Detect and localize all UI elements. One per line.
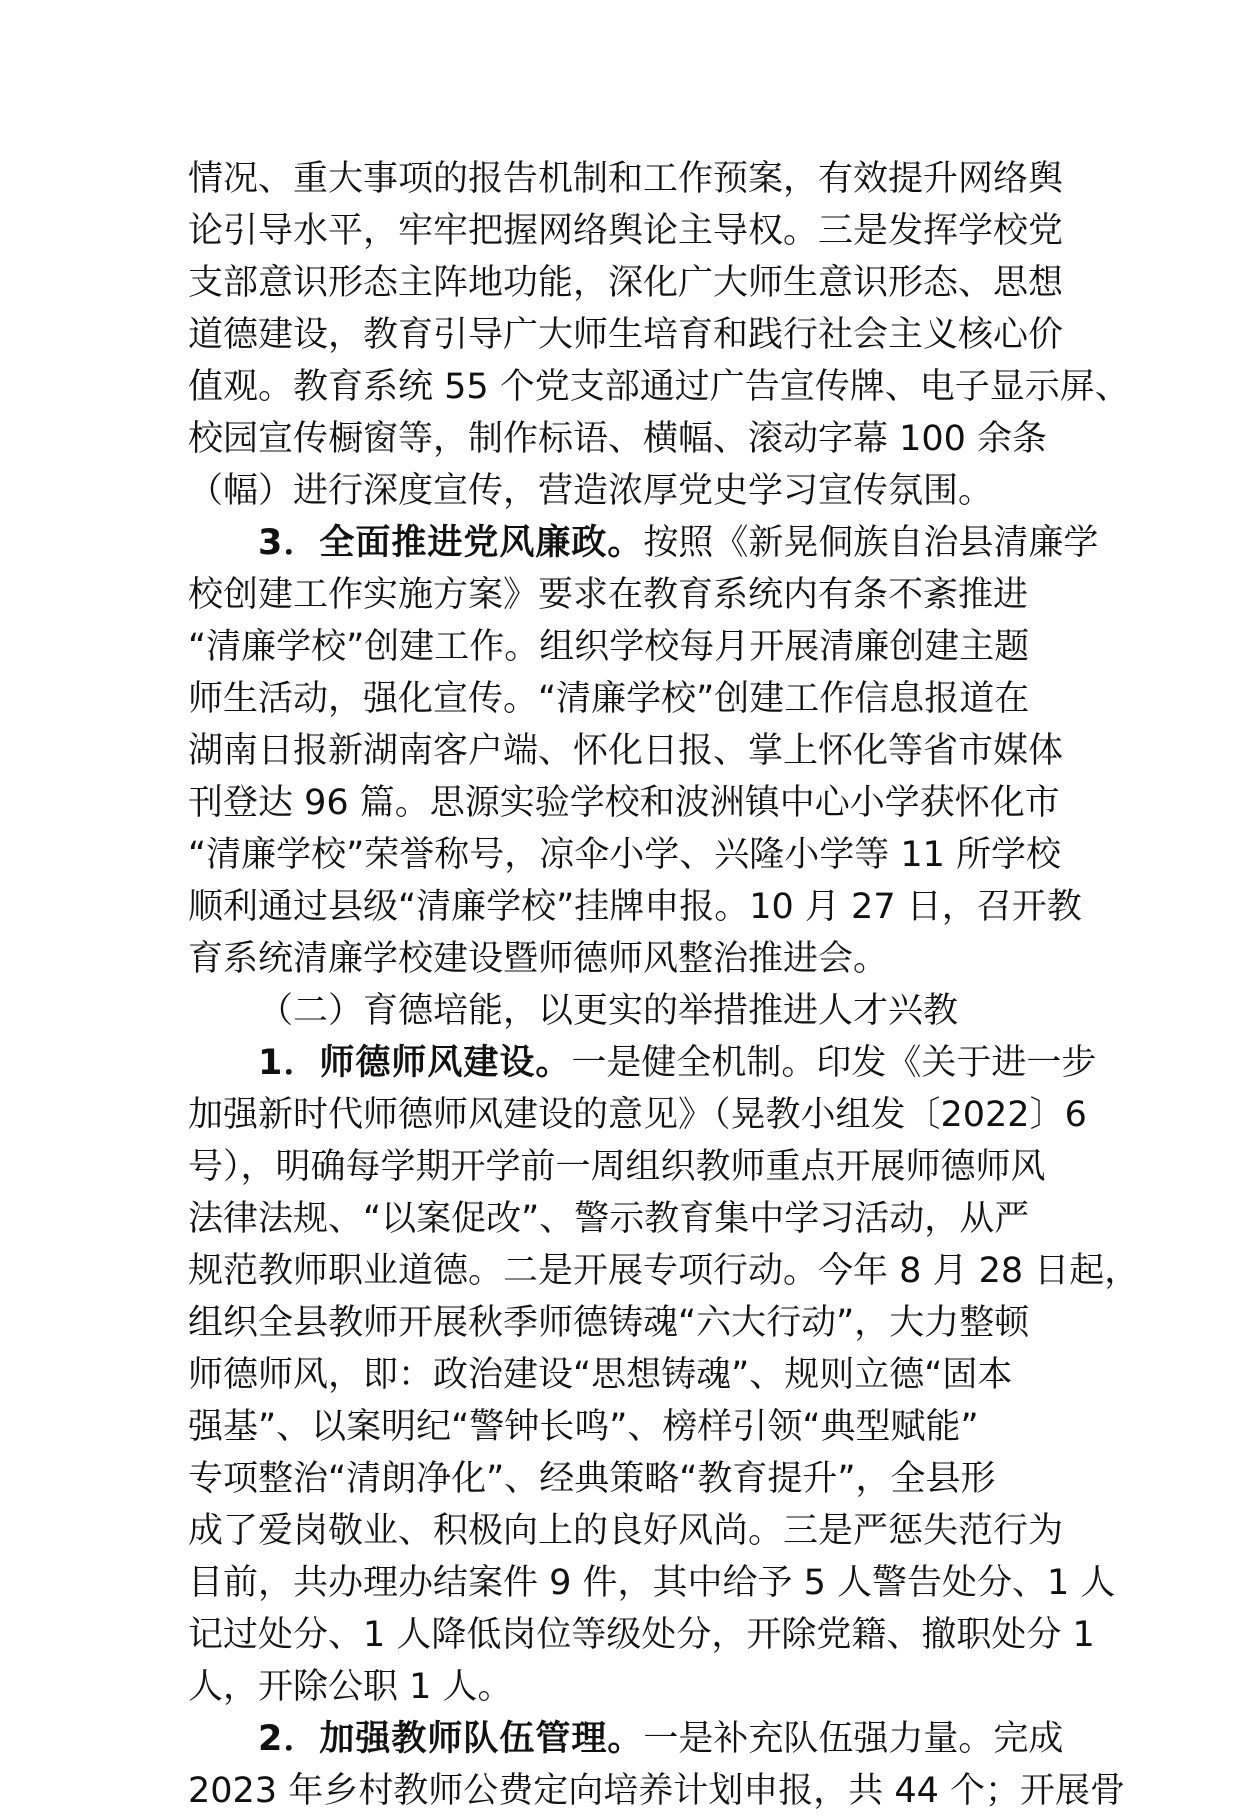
- section-heading: 3．全面推进党风廉政。: [258, 523, 644, 563]
- text-line: [188, 621, 1068, 673]
- paragraph-text: 号），明确每学期开学前一周组织教师重点开展师德师风: [188, 1147, 1046, 1187]
- paragraph-text: 校创建工作实施方案》要求在教育系统内有条不紊推进: [188, 575, 1029, 615]
- paragraph-text: 规范教师职业道德。二是开展专项行动。今年 8 月 28 日起，: [188, 1251, 1140, 1291]
- text-line: [188, 1609, 1095, 1661]
- text-line: [188, 1661, 1068, 1713]
- text-line: [188, 1557, 1116, 1609]
- section-heading-line: [188, 1037, 1097, 1089]
- paragraph-text: 道德建设，教育引导广大师生培育和践行社会主义核心价: [188, 315, 1064, 355]
- paragraph-text: 论引导水平，牢牢把握网络舆论主导权。三是发挥学校党: [188, 211, 1064, 251]
- text-line: [188, 725, 1068, 777]
- paragraph-text: 目前，共办理办结案件 9 件，其中给予 5 人警告处分、1 人: [188, 1563, 1116, 1603]
- paragraph-text: 育系统清廉学校建设暨师德师风整治推进会。: [188, 939, 889, 979]
- paragraph-text: （幅）进行深度宣传，营造浓厚党史学习宣传氛围。: [188, 471, 994, 511]
- paragraph-text: 成了爱岗敬业、积极向上的良好风尚。三是严惩失范行为: [188, 1511, 1064, 1551]
- text-line: [188, 309, 1068, 361]
- text-line: [188, 985, 1068, 1037]
- paragraph-text: 顺利通过县级“清廉学校”挂牌申报。10 月 27 日，召开教: [188, 887, 1082, 927]
- paragraph-text: （二）育德培能，以更实的举措推进人才兴教: [258, 991, 959, 1031]
- paragraph-text: 一是补充队伍强力量。完成: [643, 1719, 1064, 1759]
- text-line: [188, 1245, 1140, 1297]
- text-line: [188, 1141, 1068, 1193]
- paragraph-text: 校园宣传橱窗等，制作标语、横幅、滚动字幕 100 余条: [188, 419, 1048, 459]
- text-line: [188, 569, 1068, 621]
- text-line: [188, 1505, 1068, 1557]
- text-line: [188, 1765, 1125, 1817]
- paragraph-text: 师德师风，即：政治建设“思想铸魂”、规则立德“固本: [188, 1355, 1013, 1395]
- section-heading-line: [188, 1713, 1068, 1765]
- paragraph-text: 专项整治“清朗净化”、经典策略“教育提升”，全县形: [188, 1459, 996, 1499]
- text-line: [188, 1401, 1068, 1453]
- paragraph-text: 记过处分、1 人降低岗位等级处分，开除党籍、撤职处分 1: [188, 1615, 1095, 1655]
- section-heading-line: [188, 517, 1099, 569]
- paragraph-text: 刊登达 96 篇。思源实验学校和波洲镇中心小学获怀化市: [188, 783, 1060, 823]
- paragraph-text: “清廉学校”荣誉称号，凉伞小学、兴隆小学等 11 所学校: [188, 835, 1062, 875]
- text-line: [188, 673, 1068, 725]
- text-line: [188, 1349, 1068, 1401]
- paragraph-text: 一是健全机制。印发《关于进一步: [571, 1043, 1097, 1083]
- text-line: [188, 1193, 1068, 1245]
- paragraph-text: 加强新时代师德师风建设的意见》（晃教小组发〔2022〕6: [188, 1095, 1087, 1135]
- paragraph-text: 值观。教育系统 55 个党支部通过广告宣传牌、电子显示屏、: [188, 367, 1130, 407]
- text-line: [188, 257, 1068, 309]
- text-line: [188, 1089, 1087, 1141]
- paragraph-text: 强基”、以案明纪“警钟长鸣”、榜样引领“典型赋能”: [188, 1407, 979, 1447]
- paragraph-text: 2023 年乡村教师公费定向培养计划申报，共 44 个；开展骨: [188, 1771, 1125, 1811]
- section-heading: 1．师德师风建设。: [258, 1043, 572, 1083]
- paragraph-text: 组织全县教师开展秋季师德铸魂“六大行动”，大力整顿: [188, 1303, 1030, 1343]
- paragraph-text: 支部意识形态主阵地功能，深化广大师生意识形态、思想: [188, 263, 1064, 303]
- text-line: [188, 933, 1068, 985]
- paragraph-text: 人，开除公职 1 人。: [188, 1667, 513, 1707]
- paragraph-text: 按照《新晃侗族自治县清廉学: [643, 523, 1099, 563]
- paragraph-text: 师生活动，强化宣传。“清廉学校”创建工作信息报道在: [188, 679, 1030, 719]
- text-line: [188, 465, 1068, 517]
- text-line: [188, 205, 1068, 257]
- paragraph-text: “清廉学校”创建工作。组织学校每月开展清廉创建主题: [188, 627, 1030, 667]
- text-line: [188, 361, 1130, 413]
- text-line: [188, 1297, 1068, 1349]
- text-line: [188, 777, 1068, 829]
- document-body: [188, 153, 1140, 1817]
- paragraph-text: 情况、重大事项的报告机制和工作预案，有效提升网络舆: [188, 159, 1064, 199]
- text-line: [188, 413, 1068, 465]
- text-line: [188, 1453, 1068, 1505]
- section-heading: 2．加强教师队伍管理。: [258, 1719, 644, 1759]
- paragraph-text: 湖南日报新湖南客户端、怀化日报、掌上怀化等省市媒体: [188, 731, 1064, 771]
- text-line: [188, 153, 1068, 205]
- text-line: [188, 829, 1068, 881]
- text-line: [188, 881, 1082, 933]
- paragraph-text: 法律法规、“以案促改”、警示教育集中学习活动，从严: [188, 1199, 1030, 1239]
